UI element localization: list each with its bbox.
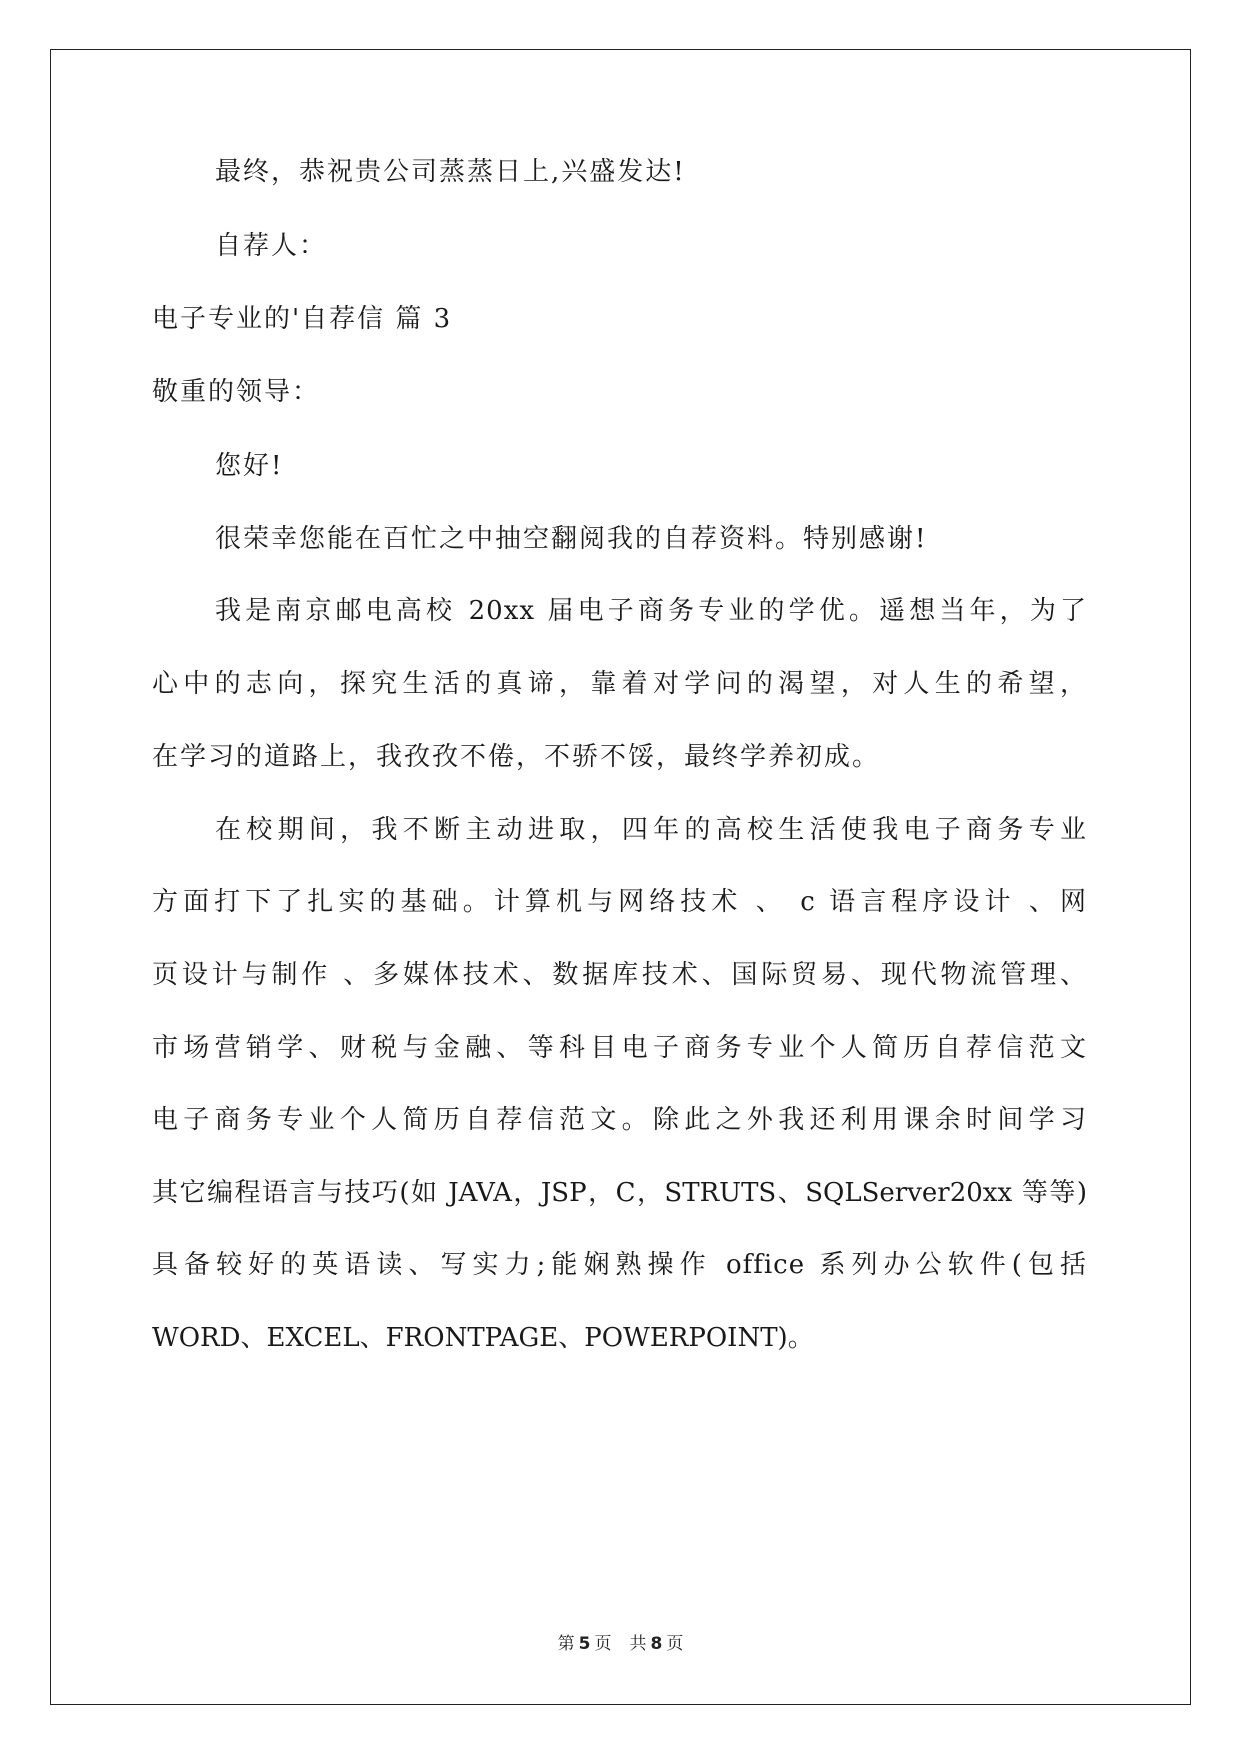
greeting: 您好! [215, 451, 284, 481]
page-footer [0, 1632, 1241, 1656]
paragraph-line: 市场营销学、财税与金融、等科目电子商务专业个人简历自荐信范文 [152, 1033, 1087, 1063]
paragraph-line: 电子商务专业个人简历自荐信范文。除此之外我还利用课余时间学习 [152, 1105, 1087, 1135]
paragraph-line: 在校期间，我不断主动进取，四年的高校生活使我电子商务专业 [215, 815, 1087, 845]
paragraph-line: 心中的志向，探究生活的真谛，靠着对学问的渴望，对人生的希望， [152, 669, 1087, 699]
section-heading: 电子专业的'自荐信 篇 3 [152, 304, 453, 334]
paragraph-line: 页设计与制作 、多媒体技术、数据库技术、国际贸易、现代物流管理、 [152, 960, 1087, 990]
page-frame [50, 49, 1191, 1705]
signature-label: 自荐人： [215, 231, 328, 261]
total-pages-number: 8 [650, 1634, 663, 1654]
current-page-number: 5 [578, 1634, 591, 1654]
footer-total-unit: 页 [666, 1634, 684, 1654]
footer-page-unit: 页 [594, 1634, 612, 1654]
paragraph-line: 在学习的道路上，我孜孜不倦，不骄不馁，最终学养初成。 [152, 742, 881, 772]
salutation: 敬重的领导： [152, 377, 321, 407]
paragraph-line: 具备较好的英语读、写实力;能娴熟操作 office 系列办公软件(包括 [152, 1250, 1087, 1280]
paragraph-line: WORD、EXCEL、FRONTPAGE、POWERPOINT)。 [152, 1323, 814, 1353]
footer-total-prefix: 共 [629, 1634, 647, 1654]
paragraph-line: 其它编程语言与技巧(如 JAVA，JSP，C，STRUTS、SQLServer20xx 等等) [152, 1178, 1087, 1208]
thanks-line: 很荣幸您能在百忙之中抽空翻阅我的自荐资料。特别感谢! [215, 524, 928, 554]
closing-wish-line: 最终，恭祝贵公司蒸蒸日上,兴盛发达! [215, 157, 686, 187]
paragraph-line: 我是南京邮电高校 20xx 届电子商务专业的学优。遥想当年，为了 [215, 596, 1087, 626]
footer-prefix: 第 [557, 1634, 575, 1654]
paragraph-line: 方面打下了扎实的基础。计算机与网络技术 、 c 语言程序设计 、网 [152, 887, 1087, 917]
